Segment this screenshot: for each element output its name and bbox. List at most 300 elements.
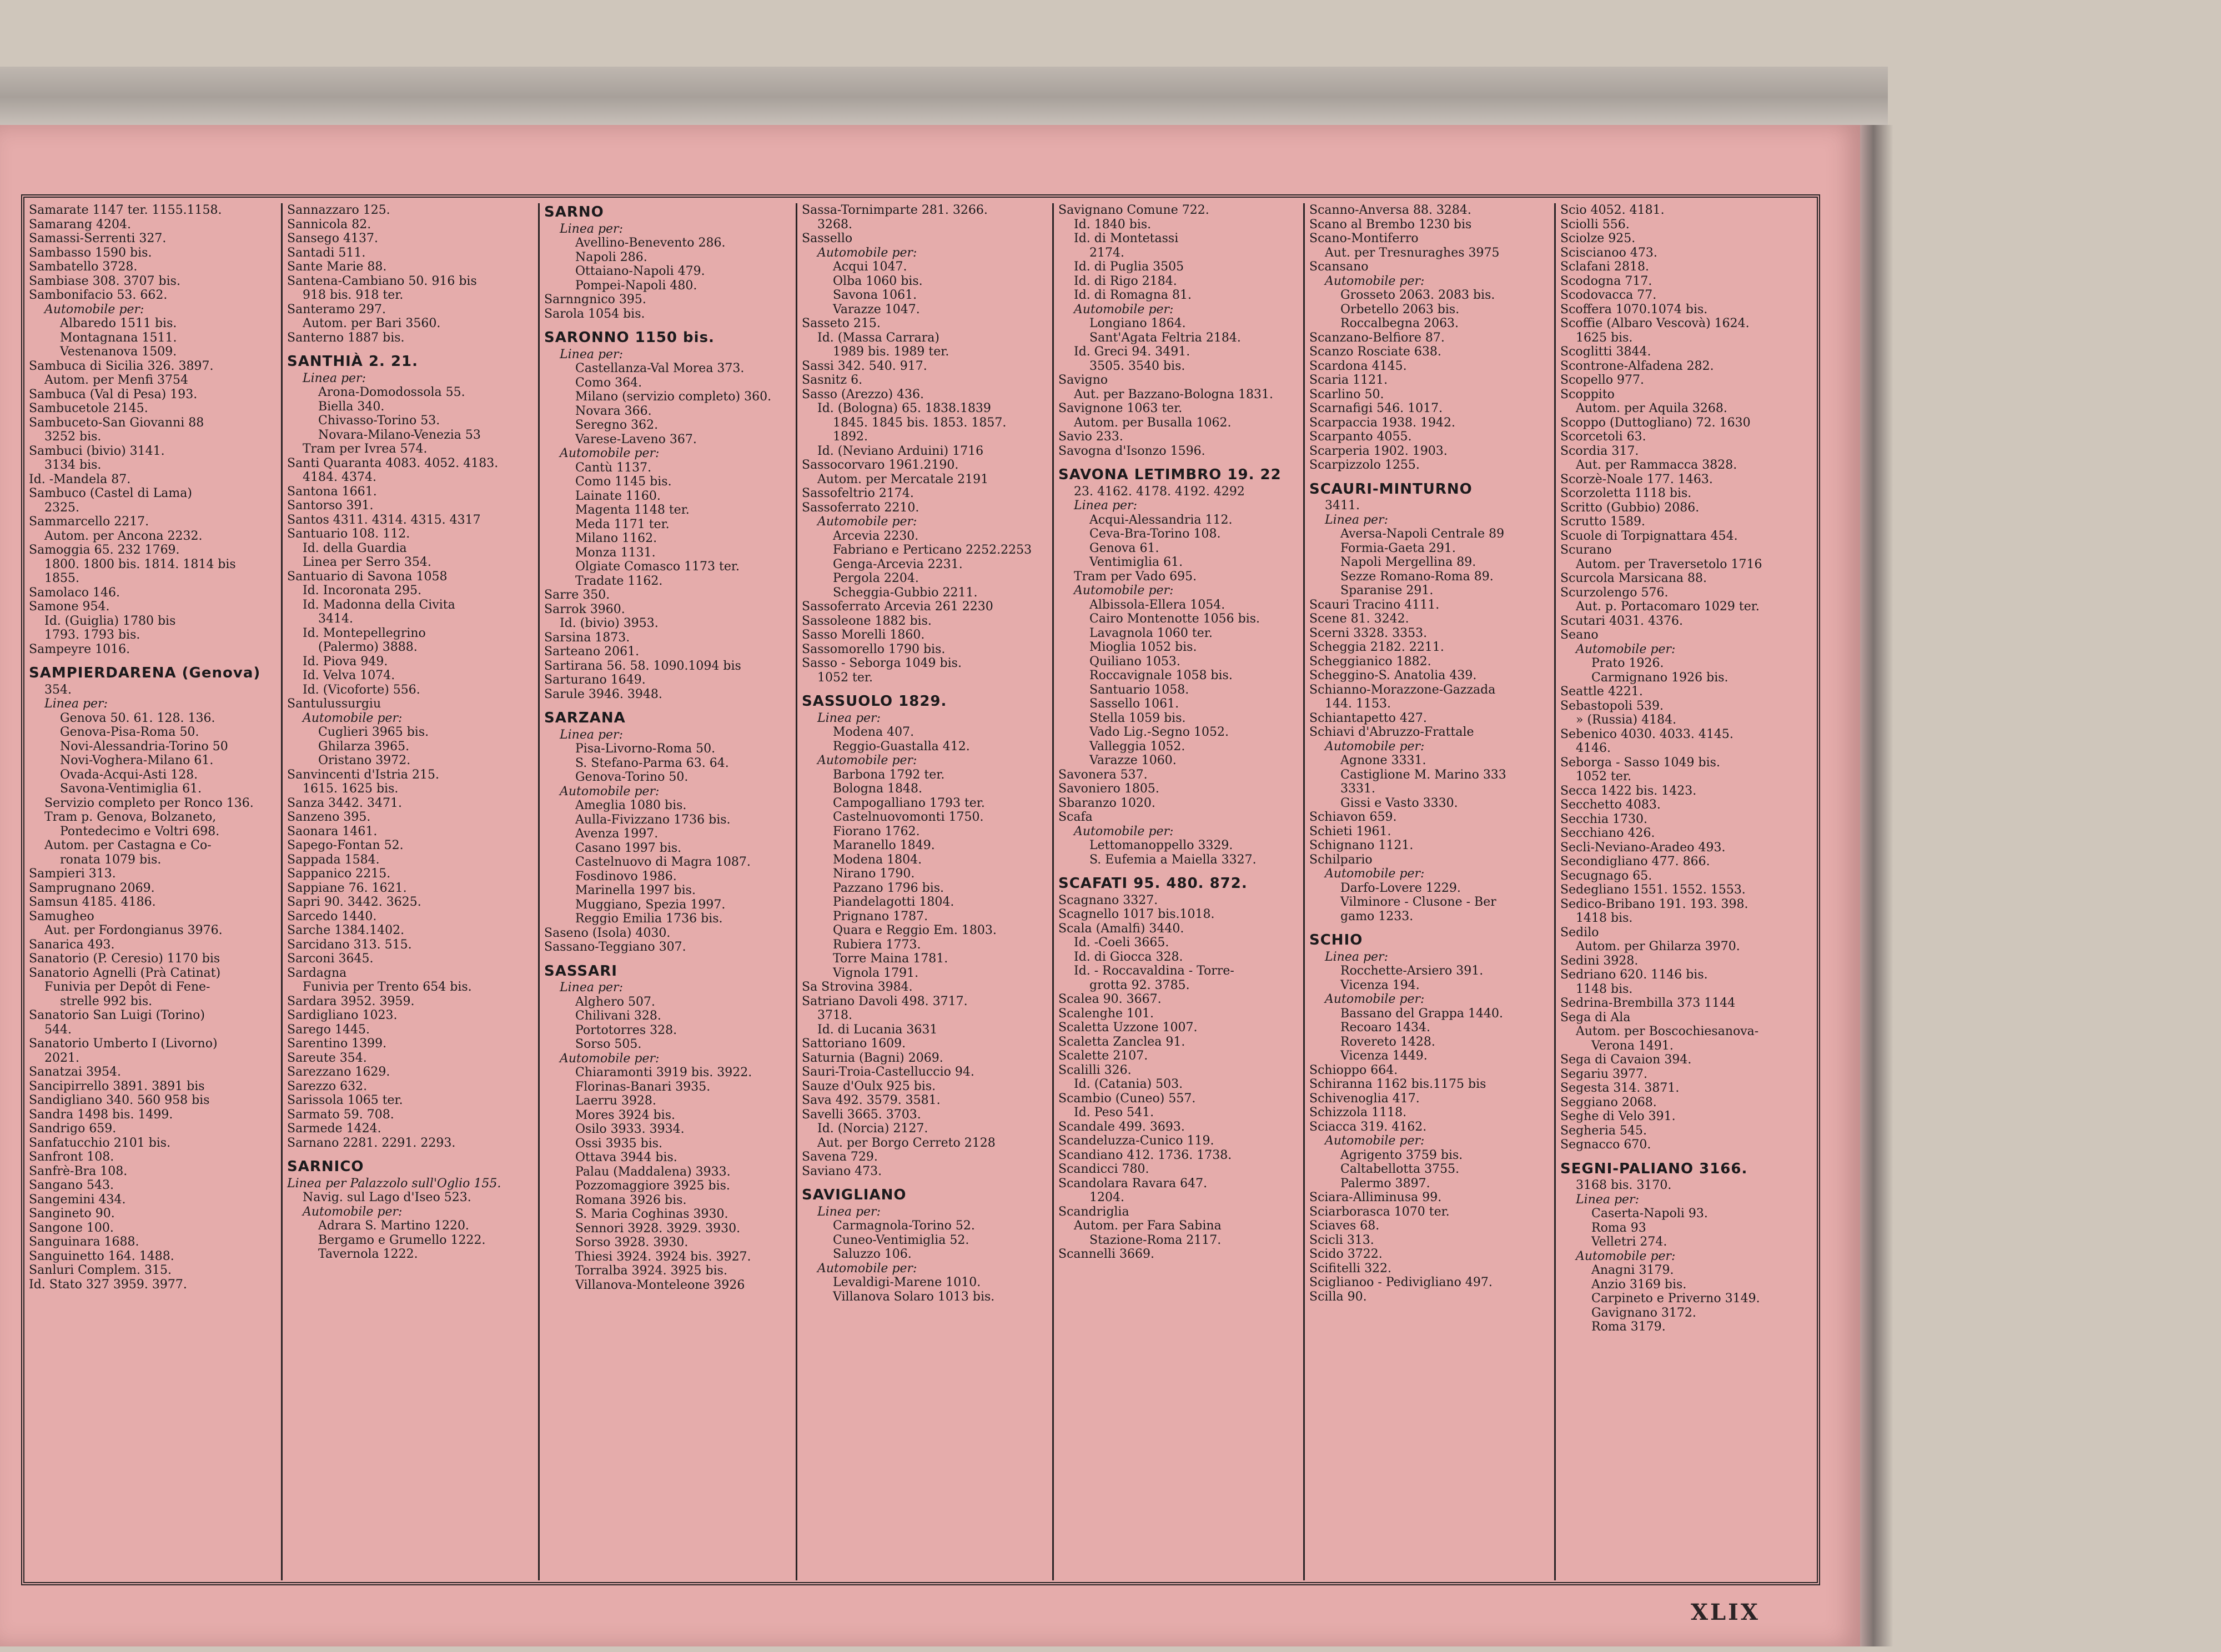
index-entry: Santeramo 297. bbox=[287, 302, 386, 317]
index-entry: S. Eufemia a Maiella 3327. bbox=[1089, 852, 1257, 867]
index-entry: Sava 492. 3579. 3581. bbox=[802, 1093, 941, 1107]
index-entry: Sanluri Complem. 315. bbox=[29, 1263, 172, 1277]
index-entry: Nirano 1790. bbox=[833, 867, 915, 881]
index-entry: Vilminore - Clusone - Ber bbox=[1340, 895, 1496, 909]
index-entry: Scrutto 1589. bbox=[1560, 515, 1645, 529]
index-entry: Schiranna 1162 bis.1175 bis bbox=[1309, 1077, 1486, 1091]
index-entry: Aulla-Fivizzano 1736 bis. bbox=[575, 812, 731, 827]
index-entry: Id. Greci 94. 3491. bbox=[1074, 345, 1190, 359]
index-entry: Autom. per Ancona 2232. bbox=[44, 529, 203, 543]
index-entry: Sega di Ala bbox=[1560, 1010, 1631, 1025]
index-entry: Stazione-Roma 2117. bbox=[1089, 1233, 1222, 1247]
index-entry: 918 bis. 918 ter. bbox=[303, 288, 404, 302]
index-entry: Scandiano 412. 1736. 1738. bbox=[1058, 1148, 1232, 1162]
index-entry: Scicli 313. bbox=[1309, 1233, 1374, 1247]
index-entry: Sangano 543. bbox=[29, 1178, 114, 1192]
index-entry: Modena 407. bbox=[833, 725, 914, 739]
index-entry: Sambuceto-San Giovanni 88 bbox=[29, 415, 204, 430]
index-entry: Samarang 4204. bbox=[29, 217, 132, 232]
index-entry: Sassoleone 1882 bis. bbox=[802, 614, 932, 628]
index-entry: Sandigliano 340. 560 958 bis bbox=[29, 1093, 210, 1107]
index-entry: Sampieri 313. bbox=[29, 867, 116, 881]
index-entry: Cuglieri 3965 bis. bbox=[318, 725, 429, 739]
index-entry: Lainate 1160. bbox=[575, 489, 661, 503]
index-entry: Varese-Laveno 367. bbox=[575, 432, 697, 446]
index-entry: Saturnia (Bagni) 2069. bbox=[802, 1051, 943, 1065]
index-entry: Arona-Domodossola 55. bbox=[318, 385, 465, 399]
index-entry: Sambasso 1590 bis. bbox=[29, 245, 152, 260]
index-entry: Scene 81. 3242. bbox=[1309, 612, 1409, 626]
index-entry: Pergola 2204. bbox=[833, 571, 919, 585]
index-entry: Saviano 473. bbox=[802, 1164, 882, 1178]
index-entry: Sarteano 2061. bbox=[544, 645, 640, 659]
index-entry: Portotorres 328. bbox=[575, 1023, 677, 1037]
index-entry: Sarezzano 1629. bbox=[287, 1065, 390, 1079]
index-entry: Sega di Cavaion 394. bbox=[1560, 1053, 1692, 1067]
index-entry: Automobile per: bbox=[560, 446, 660, 460]
index-entry: Autom. per Traversetolo 1716 bbox=[1576, 557, 1762, 571]
index-entry: Scorzoletta 1118 bis. bbox=[1560, 486, 1692, 500]
index-entry: Seregno 362. bbox=[575, 418, 659, 432]
index-entry: Scurzolengo 576. bbox=[1560, 585, 1669, 600]
index-entry: Scarpizzolo 1255. bbox=[1309, 458, 1420, 472]
index-entry: Scoglitti 3844. bbox=[1560, 345, 1651, 359]
index-entry: Pazzano 1796 bis. bbox=[833, 881, 944, 895]
index-entry: Sebastopoli 539. bbox=[1560, 699, 1664, 713]
index-entry: 1793. 1793 bis. bbox=[44, 628, 140, 642]
index-entry: Sciaves 68. bbox=[1309, 1219, 1380, 1233]
index-entry: Pontedecimo e Voltri 698. bbox=[60, 824, 220, 838]
index-column-1 bbox=[24, 203, 283, 1580]
index-entry: Secchia 1730. bbox=[1560, 812, 1648, 826]
index-entry: Scardona 4145. bbox=[1309, 359, 1407, 373]
index-entry: Automobile per: bbox=[817, 515, 917, 529]
index-entry: Sarche 1384.1402. bbox=[287, 923, 405, 937]
index-entry: Sennori 3928. 3929. 3930. bbox=[575, 1221, 741, 1236]
index-entry: Secondigliano 477. 866. bbox=[1560, 855, 1710, 868]
index-entry: Sedico-Bribano 191. 193. 398. bbox=[1560, 897, 1748, 911]
index-entry: Automobile per: bbox=[1325, 274, 1425, 288]
index-entry: 3268. bbox=[817, 217, 852, 232]
index-entry: Fabriano e Perticano 2252.2253 bbox=[833, 543, 1032, 557]
index-entry: Sangone 100. bbox=[29, 1221, 114, 1235]
index-entry: Sassello bbox=[802, 232, 853, 245]
index-entry: Id. Montepellegrino bbox=[303, 626, 426, 640]
index-entry: Secchetto 4083. bbox=[1560, 798, 1661, 812]
section-heading: SCHIO bbox=[1309, 932, 1363, 948]
index-column-4 bbox=[797, 203, 1054, 1580]
index-entry: Scheggia-Gubbio 2211. bbox=[833, 585, 978, 600]
index-entry: Muggiano, Spezia 1997. bbox=[575, 897, 726, 912]
index-column-7 bbox=[1556, 203, 1817, 1580]
index-entry: Genova-Torino 50. bbox=[575, 770, 689, 784]
index-entry: Cairo Montenotte 1056 bis. bbox=[1089, 612, 1260, 626]
index-entry: Savona-Ventimiglia 61. bbox=[60, 782, 202, 796]
index-entry: Sciarborasca 1070 ter. bbox=[1309, 1204, 1450, 1219]
index-entry: Sarentino 1399. bbox=[287, 1037, 387, 1051]
index-entry: Linea per: bbox=[560, 347, 623, 361]
index-entry: Sarezzo 632. bbox=[287, 1079, 368, 1093]
index-column-5 bbox=[1054, 203, 1305, 1580]
index-entry: Samsun 4185. 4186. bbox=[29, 895, 156, 909]
index-entry: Scordia 317. bbox=[1560, 444, 1639, 458]
index-entry: Santuario 108. 112. bbox=[287, 527, 410, 541]
index-entry: Automobile per: bbox=[1074, 824, 1174, 838]
index-entry: Vicenza 194. bbox=[1340, 978, 1420, 992]
index-entry: Automobile per: bbox=[303, 1204, 403, 1219]
index-entry: Sclafani 2818. bbox=[1560, 260, 1649, 274]
page-fore-edge bbox=[1860, 125, 1893, 1646]
section-heading: SARONNO 1150 bis. bbox=[544, 329, 715, 346]
index-entry: Meda 1171 ter. bbox=[575, 517, 670, 531]
index-entry: Milano 1162. bbox=[575, 531, 657, 545]
index-entry: Automobile per: bbox=[1074, 584, 1174, 597]
index-entry: Autom. per Bari 3560. bbox=[303, 317, 441, 330]
index-entry: Id. (Massa Carrara) bbox=[817, 330, 939, 345]
index-entry: Scalette 2107. bbox=[1058, 1049, 1148, 1063]
index-entry: Sedini 3928. bbox=[1560, 953, 1639, 968]
section-heading: SEGNI-PALIANO 3166. bbox=[1560, 1160, 1748, 1177]
index-entry: 3168 bis. 3170. bbox=[1576, 1178, 1672, 1192]
index-entry: Villanova-Monteleone 3926 bbox=[575, 1278, 745, 1292]
index-entry: Automobile per: bbox=[560, 784, 660, 799]
index-entry: Scritto (Gubbio) 2086. bbox=[1560, 500, 1700, 515]
index-entry: Velletri 274. bbox=[1591, 1235, 1667, 1249]
index-entry: Sanfront 108. bbox=[29, 1150, 114, 1164]
index-entry: Samolaco 146. bbox=[29, 585, 120, 600]
index-entry: Ottava 3944 bis. bbox=[575, 1151, 677, 1164]
index-entry: Sebenico 4030. 4033. 4145. bbox=[1560, 727, 1733, 741]
index-entry: Samugheo bbox=[29, 909, 94, 923]
index-entry: Sardagna bbox=[287, 966, 347, 980]
index-entry: Sanatorio Umberto I (Livorno) bbox=[29, 1037, 218, 1051]
index-entry: Ameglia 1080 bis. bbox=[575, 799, 687, 812]
index-entry: Scoffera 1070.1074 bis. bbox=[1560, 302, 1708, 317]
index-entry: Sa Strovina 3984. bbox=[802, 980, 913, 994]
index-entry: Santadi 511. bbox=[287, 245, 366, 260]
index-entry: Formia-Gaeta 291. bbox=[1340, 541, 1456, 555]
index-entry: Sarmato 59. 708. bbox=[287, 1107, 394, 1122]
index-entry: Scodogna 717. bbox=[1560, 274, 1652, 288]
index-entry: Sarego 1445. bbox=[287, 1022, 370, 1037]
index-entry: Sauri-Troia-Castelluccio 94. bbox=[802, 1065, 974, 1079]
index-entry: Sambucetole 2145. bbox=[29, 401, 148, 415]
section-heading: SARZANA bbox=[544, 710, 626, 726]
index-entry: Scutari 4031. 4376. bbox=[1560, 614, 1684, 628]
index-entry: Sapego-Fontan 52. bbox=[287, 838, 404, 852]
index-entry: Scarlino 50. bbox=[1309, 387, 1384, 401]
index-entry: Scarpaccia 1938. 1942. bbox=[1309, 415, 1455, 430]
index-entry: Sappiane 76. 1621. bbox=[287, 881, 407, 895]
index-entry: Ovada-Acqui-Asti 128. bbox=[60, 767, 198, 782]
index-entry: Sarnano 2281. 2291. 2293. bbox=[287, 1136, 456, 1150]
index-entry: Scano-Montiferro bbox=[1309, 232, 1419, 245]
index-entry: Sarule 3946. 3948. bbox=[544, 687, 662, 701]
index-entry: Agrigento 3759 bis. bbox=[1340, 1148, 1463, 1162]
index-entry: Chivasso-Torino 53. bbox=[318, 414, 440, 428]
index-entry: Id. Stato 327 3959. 3977. bbox=[29, 1277, 187, 1292]
index-entry: Bassano del Grappa 1440. bbox=[1340, 1006, 1503, 1021]
index-entry: Automobile per: bbox=[817, 754, 917, 767]
index-entry: Avenza 1997. bbox=[575, 827, 659, 841]
index-entry: Cuneo-Ventimiglia 52. bbox=[833, 1233, 969, 1247]
index-entry: Milano (servizio completo) 360. bbox=[575, 390, 772, 404]
index-entry: Sanatzai 3954. bbox=[29, 1065, 122, 1079]
index-entry: Novara-Milano-Venezia 53 bbox=[318, 428, 481, 442]
index-entry: Magenta 1148 ter. bbox=[575, 503, 690, 517]
index-entry: 3718. bbox=[817, 1008, 852, 1022]
index-entry: 3331. bbox=[1340, 782, 1375, 796]
index-entry: Monza 1131. bbox=[575, 545, 656, 560]
index-entry: Ceva-Bra-Torino 108. bbox=[1089, 527, 1221, 541]
index-entry: Vignola 1791. bbox=[833, 966, 919, 980]
index-entry: Scannelli 3669. bbox=[1058, 1247, 1154, 1261]
index-entry: Sasso (Arezzo) 436. bbox=[802, 387, 924, 401]
index-entry: Savonera 537. bbox=[1058, 767, 1148, 782]
index-entry: Aut. per Tresnuraghes 3975 bbox=[1325, 245, 1500, 260]
index-entry: Ghilarza 3965. bbox=[318, 739, 410, 754]
index-entry: Schivenoglia 417. bbox=[1309, 1091, 1420, 1106]
index-entry: Sarturano 1649. bbox=[544, 673, 646, 687]
index-entry: Sambiase 308. 3707 bis. bbox=[29, 274, 180, 288]
section-heading: SASSARI bbox=[544, 962, 617, 980]
index-entry: Aut. per Borgo Cerreto 2128 bbox=[817, 1136, 996, 1150]
index-entry: Autom. per Menfi 3754 bbox=[44, 373, 188, 387]
index-entry: Id. (Bologna) 65. 1838.1839 bbox=[817, 401, 991, 415]
index-entry: Schieti 1961. bbox=[1309, 824, 1391, 838]
index-entry: Linea per: bbox=[560, 222, 623, 236]
index-entry: Chilivani 328. bbox=[575, 1009, 661, 1023]
index-entry: Sambuci (bivio) 3141. bbox=[29, 444, 165, 458]
index-entry: Prato 1926. bbox=[1591, 656, 1664, 670]
index-entry: Genova 50. 61. 128. 136. bbox=[60, 711, 215, 725]
index-entry: Sanguinetto 164. 1488. bbox=[29, 1249, 174, 1263]
index-entry: Genga-Arcevia 2231. bbox=[833, 557, 963, 571]
index-entry: 1418 bis. bbox=[1576, 911, 1633, 925]
index-entry: Sciolli 556. bbox=[1560, 217, 1630, 232]
index-entry: Automobile per: bbox=[1325, 867, 1425, 881]
index-entry: Chiaramonti 3919 bis. 3922. bbox=[575, 1066, 752, 1079]
index-entry: Saseno (Isola) 4030. bbox=[544, 926, 671, 940]
index-entry: Scifitelli 322. bbox=[1309, 1261, 1392, 1276]
index-entry: 1625 bis. bbox=[1576, 330, 1633, 345]
index-entry: Sarconi 3645. bbox=[287, 952, 374, 966]
index-entry: Sarsina 1873. bbox=[544, 630, 630, 645]
index-entry: Olgiate Comasco 1173 ter. bbox=[575, 560, 740, 574]
index-entry: Palau (Maddalena) 3933. bbox=[575, 1164, 731, 1179]
index-entry: Autom. per Aquila 3268. bbox=[1576, 401, 1727, 415]
index-entry: 1989 bis. 1989 ter. bbox=[833, 345, 949, 359]
index-entry: Id. Incoronata 295. bbox=[303, 584, 422, 597]
section-heading: SAVONA LETIMBRO 19. 22 bbox=[1058, 466, 1282, 483]
index-entry: gamo 1233. bbox=[1340, 909, 1414, 923]
index-entry: Scaletta Uzzone 1007. bbox=[1058, 1021, 1198, 1035]
index-entry: Anagni 3179. bbox=[1591, 1263, 1674, 1277]
index-entry: Bologna 1848. bbox=[833, 782, 923, 796]
index-entry: Sciscianoo 473. bbox=[1560, 245, 1657, 260]
index-entry: Navig. sul Lago d'Iseo 523. bbox=[303, 1191, 471, 1204]
index-entry: Alghero 507. bbox=[575, 995, 655, 1009]
index-entry: 354. bbox=[44, 682, 72, 697]
index-entry: Linea per: bbox=[817, 1204, 881, 1219]
index-entry: 3134 bis. bbox=[44, 458, 102, 472]
index-entry: Scandicci 780. bbox=[1058, 1162, 1149, 1176]
index-entry: Orbetello 2063 bis. bbox=[1340, 302, 1460, 317]
index-entry: Villanova Solaro 1013 bis. bbox=[833, 1289, 995, 1304]
index-entry: Linea per Palazzolo sull'Oglio 155. bbox=[287, 1176, 501, 1191]
index-entry: Secchiano 426. bbox=[1560, 826, 1655, 840]
index-entry: Sarissola 1065 ter. bbox=[287, 1093, 403, 1107]
index-entry: 4146. bbox=[1576, 741, 1611, 755]
index-entry: ronata 1079 bis. bbox=[60, 852, 162, 867]
index-entry: Laerru 3928. bbox=[575, 1094, 656, 1108]
index-entry: Barbona 1792 ter. bbox=[833, 767, 945, 782]
index-entry: Id. (Catania) 503. bbox=[1074, 1077, 1183, 1091]
index-entry: Sanfatucchio 2101 bis. bbox=[29, 1136, 171, 1150]
index-entry: 1845. 1845 bis. 1853. 1857. bbox=[833, 415, 1007, 430]
index-entry: Scarperia 1902. 1903. bbox=[1309, 444, 1448, 458]
index-entry: Vestenanova 1509. bbox=[60, 345, 177, 359]
index-entry: Avellino-Benevento 286. bbox=[575, 236, 726, 250]
section-heading: SCAFATI 95. 480. 872. bbox=[1058, 875, 1248, 892]
book-page bbox=[0, 125, 1860, 1646]
index-entry: Sasso Morelli 1860. bbox=[802, 628, 925, 642]
index-entry: Campogalliano 1793 ter. bbox=[833, 796, 985, 810]
index-entry: 3505. 3540 bis. bbox=[1089, 359, 1185, 373]
index-entry: Florinas-Banari 3935. bbox=[575, 1079, 711, 1094]
index-entry: Sarre 350. bbox=[544, 588, 610, 602]
index-entry: Castelnuovo di Magra 1087. bbox=[575, 855, 751, 869]
index-entry: 3252 bis. bbox=[44, 430, 102, 444]
index-entry: Scoppito bbox=[1560, 387, 1615, 401]
index-entry: Schianno-Morazzone-Gazzada bbox=[1309, 682, 1496, 697]
index-entry: grotta 92. 3785. bbox=[1089, 978, 1190, 992]
index-entry: Caserta-Napoli 93. bbox=[1591, 1207, 1708, 1221]
index-entry: Schiavi d'Abruzzo-Frattale bbox=[1309, 725, 1474, 739]
index-entry: Linea per: bbox=[303, 371, 366, 385]
index-entry: Scano al Brembo 1230 bis bbox=[1309, 217, 1472, 232]
index-entry: Automobile per: bbox=[817, 1261, 917, 1276]
index-entry: Sannazzaro 125. bbox=[287, 203, 390, 217]
index-entry: Santona 1661. bbox=[287, 484, 377, 499]
index-entry: Savena 729. bbox=[802, 1150, 878, 1164]
index-entry: Sanza 3442. 3471. bbox=[287, 796, 403, 810]
page-number: XLIX bbox=[1691, 1599, 1760, 1625]
section-heading: SANTHIÀ 2. 21. bbox=[287, 353, 419, 370]
index-entry: Autom. per Busalla 1062. bbox=[1074, 415, 1232, 430]
index-entry: 1052 ter. bbox=[1576, 770, 1631, 784]
index-entry: Sambonifacio 53. 662. bbox=[29, 288, 168, 302]
index-entry: Id. -Coeli 3665. bbox=[1074, 936, 1169, 950]
index-entry: Scagnano 3327. bbox=[1058, 893, 1158, 907]
index-entry: Lavagnola 1060 ter. bbox=[1089, 626, 1213, 640]
index-entry: Autom. per Mercatale 2191 bbox=[817, 472, 989, 486]
section-heading: SASSUOLO 1829. bbox=[802, 693, 947, 710]
index-entry: Castiglione M. Marino 333 bbox=[1340, 767, 1506, 782]
section-heading: SAVIGLIANO bbox=[802, 1187, 907, 1203]
index-entry: Varazze 1047. bbox=[833, 302, 920, 317]
index-entry: 1892. bbox=[833, 430, 868, 444]
index-entry: Schilpario bbox=[1309, 852, 1373, 867]
index-entry: Sannicola 82. bbox=[287, 217, 371, 232]
index-entry: Santos 4311. 4314. 4315. 4317 bbox=[287, 513, 481, 527]
index-entry: Linea per: bbox=[44, 697, 108, 711]
index-entry: Ottaiano-Napoli 479. bbox=[575, 264, 705, 278]
index-entry: Scanno-Anversa 88. 3284. bbox=[1309, 203, 1471, 217]
section-heading: SCAURI-MINTURNO bbox=[1309, 480, 1473, 498]
index-entry: Scurcola Marsicana 88. bbox=[1560, 571, 1707, 585]
index-entry: Sasso - Seborga 1049 bis. bbox=[802, 656, 962, 670]
index-entry: Carmagnola-Torino 52. bbox=[833, 1219, 975, 1233]
index-entry: Seborga - Sasso 1049 bis. bbox=[1560, 755, 1720, 770]
index-entry: Scheggia 2182. 2211. bbox=[1309, 640, 1444, 654]
index-entry: 1800. 1800 bis. 1814. 1814 bis bbox=[44, 557, 236, 571]
index-entry: Linea per: bbox=[1576, 1192, 1639, 1207]
index-entry: Sedilo bbox=[1560, 925, 1599, 940]
index-entry: Sattoriano 1609. bbox=[802, 1037, 906, 1051]
index-entry: Id. (bivio) 3953. bbox=[560, 616, 659, 630]
index-entry: Marinella 1997 bis. bbox=[575, 883, 696, 897]
index-entry: Scalea 90. 3667. bbox=[1058, 992, 1162, 1006]
index-entry: Sassa-Tornimparte 281. 3266. bbox=[802, 203, 988, 217]
index-entry: Sanfrè-Bra 108. bbox=[29, 1164, 128, 1178]
index-entry: Casano 1997 bis. bbox=[575, 841, 682, 855]
index-entry: Valleggia 1052. bbox=[1089, 739, 1185, 754]
index-entry: Roccalbegna 2063. bbox=[1340, 317, 1459, 330]
index-entry: Schignano 1121. bbox=[1309, 838, 1414, 852]
index-entry: Schioppo 664. bbox=[1309, 1063, 1398, 1077]
index-entry: Sparanise 291. bbox=[1340, 584, 1434, 597]
index-entry: Acqui 1047. bbox=[833, 260, 907, 274]
index-entry: Santulussurgiu bbox=[287, 697, 381, 711]
index-entry: Autom. per Fara Sabina bbox=[1074, 1219, 1222, 1233]
index-entry: Novara 366. bbox=[575, 404, 652, 418]
index-entry: Grosseto 2063. 2083 bis. bbox=[1340, 288, 1495, 302]
index-entry: Automobile per: bbox=[1325, 739, 1425, 754]
index-entry: Scarnafigi 546. 1017. bbox=[1309, 401, 1443, 415]
index-entry: Thiesi 3924. 3924 bis. 3927. bbox=[575, 1249, 751, 1264]
index-entry: Palermo 3897. bbox=[1340, 1176, 1430, 1191]
index-entry: Albaredo 1511 bis. bbox=[60, 317, 177, 330]
index-entry: Sarcidano 313. 515. bbox=[287, 937, 412, 952]
index-entry: Linea per Serro 354. bbox=[303, 555, 431, 569]
index-entry: Scoffie (Albaro Vescovà) 1624. bbox=[1560, 317, 1750, 330]
index-entry: Tradate 1162. bbox=[575, 574, 663, 588]
index-entry: 23. 4162. 4178. 4192. 4292 bbox=[1074, 484, 1245, 499]
index-column-6 bbox=[1305, 203, 1556, 1580]
index-entry: Sarrok 3960. bbox=[544, 602, 625, 616]
index-entry: 1615. 1625 bis. bbox=[303, 782, 399, 796]
index-entry: Id. (Vicoforte) 556. bbox=[303, 682, 420, 697]
index-entry: Sezze Romano-Roma 89. bbox=[1340, 569, 1494, 584]
index-entry: Albissola-Ellera 1054. bbox=[1089, 597, 1225, 612]
index-entry: Scala (Amalfi) 3440. bbox=[1058, 921, 1184, 936]
index-entry: Funivia per Trento 654 bis. bbox=[303, 980, 472, 994]
index-entry: Sapri 90. 3442. 3625. bbox=[287, 895, 421, 909]
index-entry: Automobile per: bbox=[1576, 642, 1676, 656]
index-entry: Sasnitz 6. bbox=[802, 373, 863, 387]
index-entry: Tram per Vado 695. bbox=[1074, 569, 1197, 584]
index-entry: Sarnngnico 395. bbox=[544, 293, 646, 307]
index-entry: Romana 3926 bis. bbox=[575, 1193, 687, 1207]
index-entry: Tram per Ivrea 574. bbox=[303, 442, 428, 456]
index-entry: Arcevia 2230. bbox=[833, 529, 919, 543]
index-entry: Sareute 354. bbox=[287, 1051, 367, 1065]
index-entry: Sangemini 434. bbox=[29, 1192, 126, 1207]
index-entry: Automobile per: bbox=[1325, 992, 1425, 1006]
index-entry: Reggio Emilia 1736 bis. bbox=[575, 912, 723, 926]
index-entry: Seghe di Velo 391. bbox=[1560, 1109, 1676, 1123]
